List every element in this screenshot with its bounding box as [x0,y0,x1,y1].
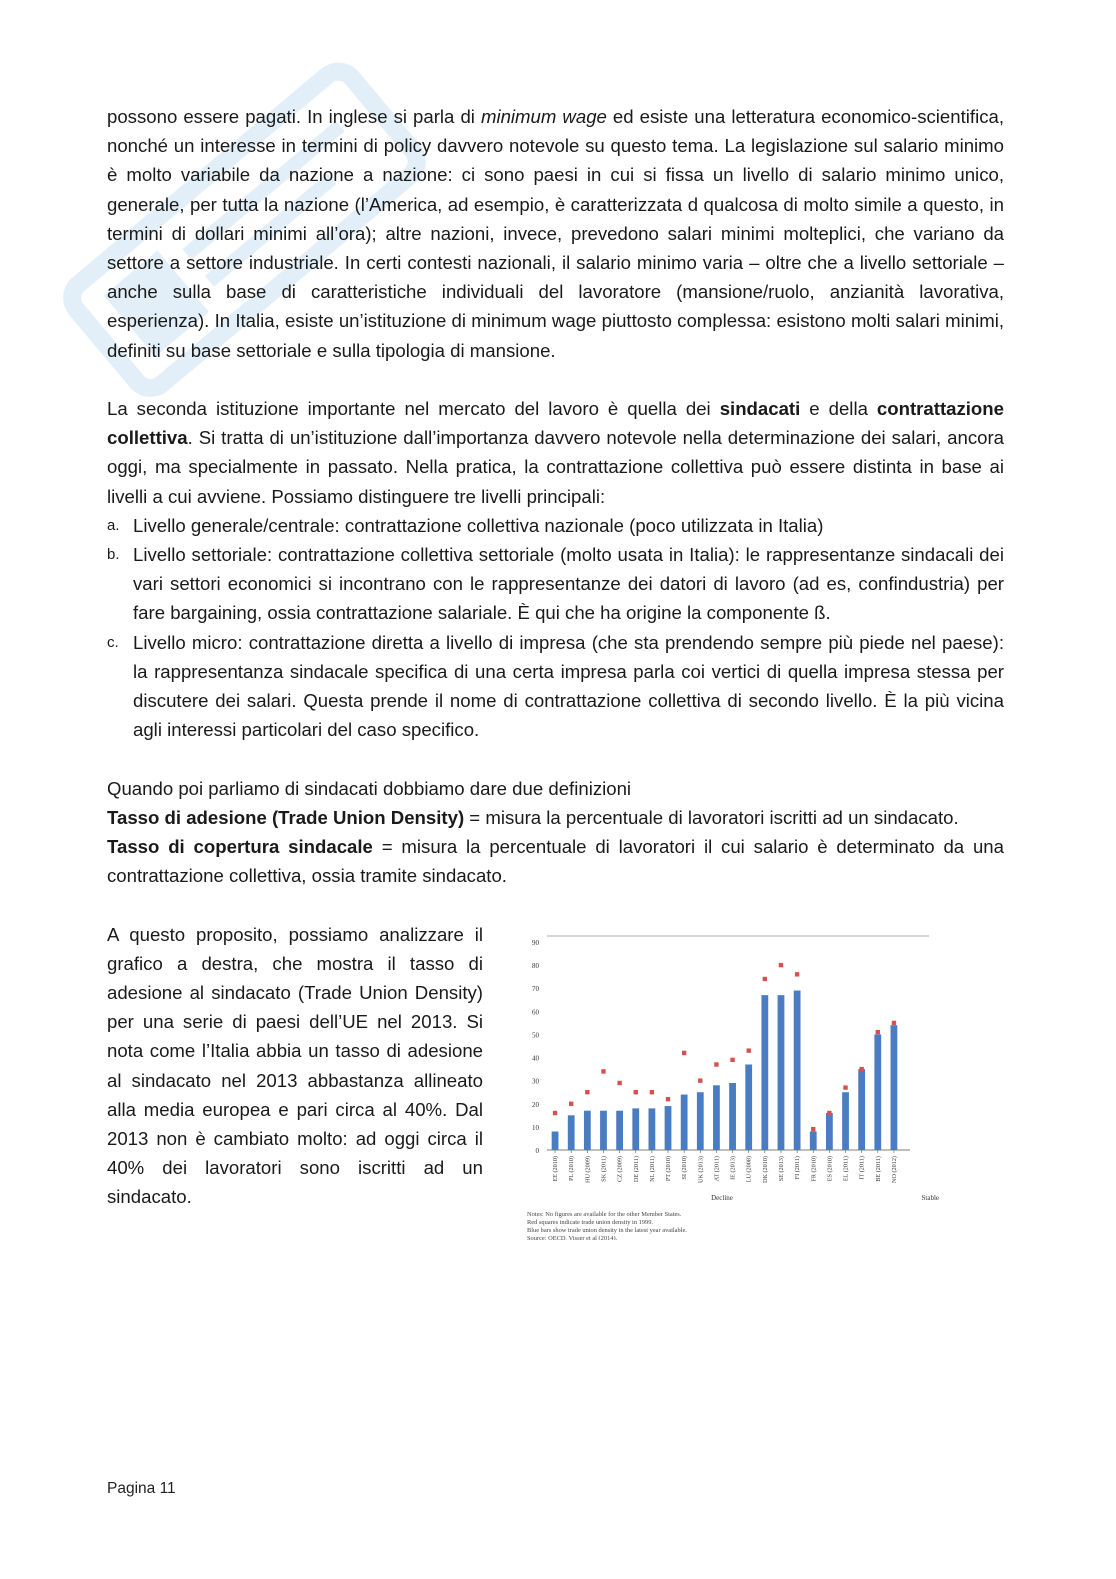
marker-1999 [795,972,799,976]
list-marker: a. [107,516,120,534]
marker-1999 [730,1057,734,1061]
x-tick-label: FI (2011) [794,1155,802,1179]
x-tick-label: EL (2011) [842,1155,850,1181]
x-tick-label: ES (2010) [826,1155,834,1181]
page-content [107,102,1004,1240]
bold-sindacati: sindacati [719,398,801,420]
text-run: e della [800,398,877,420]
marker-1999 [553,1110,557,1114]
bar [778,995,785,1150]
x-tick-label: HU (2009) [584,1155,592,1183]
marker-1999 [811,1127,815,1131]
list-item [107,511,1004,540]
group-label-stable: Stable [921,1193,939,1202]
union-density-chart [507,920,947,1240]
y-tick-label: 50 [532,1031,539,1040]
x-tick-label: SK (2011) [600,1155,608,1182]
x-tick-label: IT (2011) [858,1155,866,1180]
y-tick-label: 40 [532,1054,539,1063]
definition-term: Tasso di adesione (Trade Union Density) [107,806,465,828]
text-run: La seconda istituzione importante nel mercato del lavoro è quella dei [107,398,720,420]
marker-1999 [634,1090,638,1094]
bold-contrattazione: contrattazione collettiva [107,398,1004,449]
marker-1999 [617,1080,621,1084]
list-text: Livello micro: contrattazione diretta a livello di impresa (che sta prendendo sempre più piede nel paese): la rappresentanza sindacale specifica di una certa impresa parla coi vertici di quella impresa stessa per discutere dei salari. Questa prende il nome di contrattazione collettiva di secondo livello. È la più vicina agli interessi particolari del caso specifico. [133,631,1004,741]
x-tick-label: AT (2011) [713,1155,721,1181]
bar [729,1083,736,1150]
definition-text: = misura la percentuale di lavoratori iscritti ad un sindacato. [464,806,959,828]
y-tick-label: 70 [532,984,539,993]
y-tick-label: 60 [532,1007,539,1016]
bar [648,1108,655,1150]
chart-note: Red squares indicate trade union density in 1999. [527,1218,654,1226]
x-tick-label: IE (2013) [729,1155,737,1180]
marker-1999 [859,1067,863,1071]
paragraph-sindacati [107,394,1004,511]
list-text: Livello generale/centrale: contrattazione collettiva nazionale (poco utilizzata in Italia) [133,514,824,536]
bar [810,1131,817,1149]
y-tick-label: 30 [532,1077,539,1086]
text-run: ed esiste una letteratura economico-scientifica, nonché un interesse in termini di policy davvero notevole su questo tema. La legislazione sul salario minimo è molto variabile da nazione a nazione: ci sono paesi in cui si fissa un livello di salario minimo unico, generale, per tutta la nazione (l’America, ad esempio, è caratterizzata d qualcosa di molto simile a questo, in termini di dollari minimi all’ora); altre nazioni, invece, prevedono salari minimi molteplici, che variano da settore a settore industriale. In certi contesti nazionali, il salario minimo varia – oltre che a livello settoriale – anche sulla base di caratteristiche individuali del lavoratore (mansione/ruolo, anzianità lavorativa, esperienza). In Italia, esiste un’istituzione di minimum wage piuttosto complessa: esistono molti salari minimi, definiti su base settoriale e sulla tipologia di mansione. [107,106,1004,361]
bar [697,1092,704,1150]
bar [858,1069,865,1150]
y-tick-label: 0 [535,1146,539,1155]
bar [713,1085,720,1150]
bar [665,1106,672,1150]
paragraph-definizioni-intro: Quando poi parliamo di sindacati dobbiamo dare due definizioni [107,777,632,799]
x-tick-label: FR (2010) [810,1155,818,1182]
x-tick-label: PT (2010) [665,1155,673,1181]
list-text: Livello settoriale: contrattazione collettiva settoriale (molto usata in Italia): le rappresentanze sindacali dei vari settori economici si incontrano con le rappresentanze dei datori di lavoro (ad es, confindustria) per fare bargaining, ossia contrattazione salariale. È qui che ha origine la componente ß. [133,544,1004,624]
x-tick-label: DE (2011) [632,1155,640,1182]
x-tick-label: EE (2010) [552,1155,560,1182]
marker-1999 [827,1110,831,1114]
marker-1999 [763,976,767,980]
x-tick-label: SI (2010) [681,1155,689,1180]
bar [794,990,801,1149]
text-run: . Si tratta di un’istituzione dall’importanza davvero notevole nella determinazione dei salari, ancora oggi, ma specialmente in passato. Nella pratica, la contrattazione collettiva può essere distinta in base ai livelli a cui avviene. Possiamo distinguere tre livelli principali: [107,427,1004,507]
definition-term: Tasso di copertura sindacale [107,836,373,858]
x-tick-label: BE (2011) [874,1155,882,1182]
marker-1999 [892,1020,896,1024]
definition-coverage [107,832,1004,890]
y-tick-label: 80 [532,961,539,970]
chart-container [507,920,947,1240]
list-item [107,540,1004,628]
paragraph-chart-description: A questo proposito, possiamo analizzare il grafico a destra, che mostra il tasso di adesione al sindacato (Trade Union Density) per una serie di paesi dell’UE nel 2013. Si nota come l’Italia abbia un tasso di adesione al sindacato nel 2013 abbastanza allineato alla media europea e pari circa al 40%. Dal 2013 non è cambiato molto: ad oggi circa il 40% dei lavoratori sono iscritti ad un sindacato. [107,923,483,1208]
bar [681,1094,688,1149]
bar [891,1025,898,1150]
group-label-decline: Decline [711,1193,733,1202]
levels-list [107,511,1004,745]
marker-1999 [698,1078,702,1082]
marker-1999 [569,1101,573,1105]
text-run: possono essere pagati. In inglese si parla di [107,106,481,127]
x-tick-label: DK (2010) [761,1155,769,1183]
emphasis-minimum-wage: minimum wage [480,106,607,127]
list-marker: b. [107,546,120,564]
x-tick-label: NO (2012) [890,1155,898,1183]
marker-1999 [682,1050,686,1054]
y-tick-label: 20 [532,1100,539,1109]
x-tick-label: SE (2013) [777,1155,785,1181]
marker-1999 [650,1090,654,1094]
bar [761,995,768,1150]
marker-1999 [666,1097,670,1101]
bar [874,1034,881,1150]
bar [616,1110,623,1149]
chart-note: Notes: No figures are available for the other Member States. [527,1210,682,1218]
bar [552,1131,559,1149]
bar [600,1110,607,1149]
bar [584,1110,591,1149]
x-tick-label: PL (2010) [568,1155,576,1181]
y-tick-label: 10 [532,1123,539,1132]
y-tick-label: 90 [532,938,539,947]
marker-1999 [779,963,783,967]
definition-density [107,803,1004,832]
x-tick-label: CZ (2009) [616,1155,624,1182]
bar [568,1115,575,1150]
bar [842,1092,849,1150]
chart-note: Blue bars show trade union density in the latest year available. [527,1226,687,1234]
marker-1999 [714,1062,718,1066]
bar [826,1113,833,1150]
page-number: Pagina 11 [107,1480,176,1497]
bar [745,1064,752,1150]
marker-1999 [843,1085,847,1089]
chart-section [107,920,1004,1240]
x-tick-label: NL (2011) [648,1155,656,1182]
marker-1999 [876,1030,880,1034]
paragraph-minimum-wage [107,102,1004,365]
chart-note: Source: OECD, Visser et al (2014). [527,1234,618,1240]
list-item [107,628,1004,745]
definition-text: = misura la percentuale di lavoratori il cui salario è determinato da una contrattazione collettiva, ossia tramite sindacato. [107,836,1004,887]
bar [632,1108,639,1150]
x-tick-label: LU (2008) [745,1155,753,1182]
x-tick-label: UK (2013) [697,1155,705,1183]
marker-1999 [747,1048,751,1052]
marker-1999 [601,1069,605,1073]
marker-1999 [585,1090,589,1094]
list-marker: c. [107,633,119,651]
